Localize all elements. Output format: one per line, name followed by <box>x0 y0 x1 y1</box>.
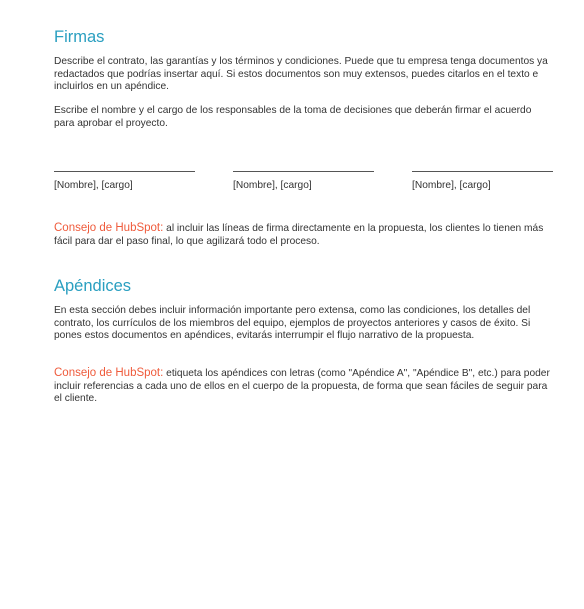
apendices-tip <box>54 367 554 406</box>
firmas-tip <box>54 222 554 248</box>
tip-label: Consejo de HubSpot: <box>54 367 164 379</box>
section-title-apendices: Apéndices <box>54 277 132 295</box>
tip-label: Consejo de HubSpot: <box>54 222 164 234</box>
section-title-firmas: Firmas <box>54 28 105 46</box>
signature-line-2 <box>233 171 374 172</box>
signature-label-2: [Nombre], [cargo] <box>233 180 312 191</box>
signature-label-3: [Nombre], [cargo] <box>412 180 491 191</box>
signature-line-3 <box>412 171 553 172</box>
firmas-paragraph-1: Describe el contrato, las garantías y los términos y condiciones. Puede que tu empresa tenga documentos ya redactados que podrías insertar aquí. Si estos documentos son muy extensos, puedes citarlos en el texto e incluirlos en un apéndice. <box>54 56 548 93</box>
tip-text: al incluir las líneas de firma directamente en la propuesta, los clientes lo tienen más fácil para dar el paso final, lo que agilizará todo el proceso. <box>54 223 544 247</box>
tip-text: etiqueta los apéndices con letras (como "Apéndice A", "Apéndice B", etc.) para poder incluir referencias a cada uno de ellos en el cuerpo de la propuesta, de forma que sean fáciles de seguir para el cliente. <box>54 368 550 405</box>
apendices-paragraph-1: En esta sección debes incluir información importante pero extensa, como las condiciones, los detalles del contrato, los currículos de los miembros del equipo, ejemplos de proyectos anteriores y casos de éxito. Si pones estos documentos en apéndices, evitarás interrumpir el flujo narrativo de la propuesta. <box>54 305 531 342</box>
firmas-paragraph-2: Escribe el nombre y el cargo de los responsables de la toma de decisiones que deberán firmar el acuerdo para aprobar el proyecto. <box>54 105 532 129</box>
signature-label-1: [Nombre], [cargo] <box>54 180 133 191</box>
signature-line-1 <box>54 171 195 172</box>
